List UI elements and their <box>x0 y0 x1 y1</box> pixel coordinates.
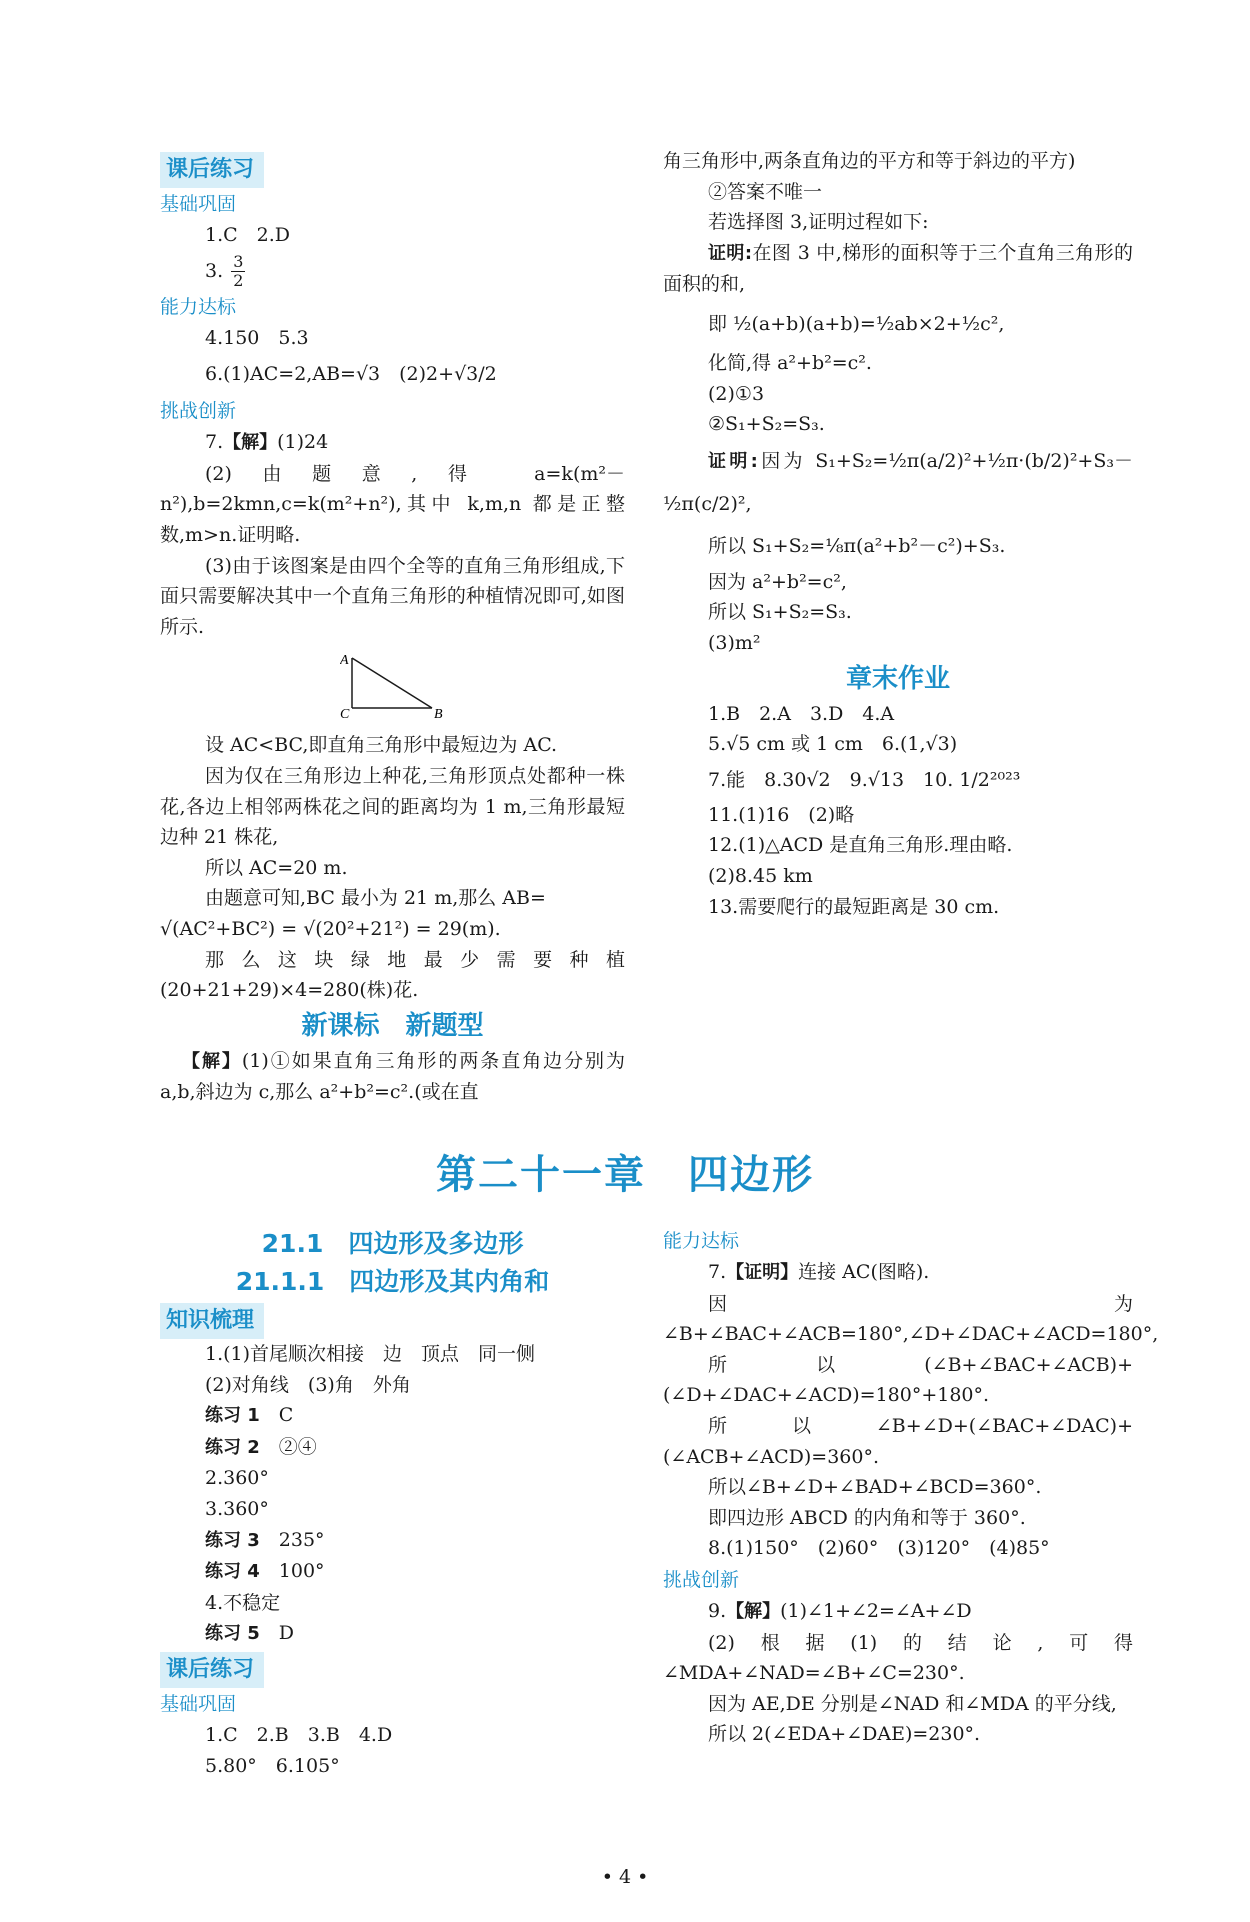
answer-line: 3.360° <box>205 1497 269 1520</box>
paragraph: 化简,得 a²+b²=c². <box>708 351 872 374</box>
subsection-heading: 21.1.1 四边形及其内角和 <box>235 1267 550 1296</box>
page-number: • 4 • <box>601 1866 649 1888</box>
practice-line <box>160 1556 625 1588</box>
vertex-label-c: C <box>340 707 350 721</box>
fraction-denominator: 2 <box>233 271 244 291</box>
subheading-challenge: 挑战创新 <box>663 1568 740 1591</box>
practice-label: 练习 1 <box>205 1405 260 1427</box>
subheading-challenge: 挑战创新 <box>160 400 237 423</box>
answer-line <box>160 427 625 459</box>
left-column-bottom <box>160 1225 625 1781</box>
practice-answer: 235° <box>259 1528 325 1551</box>
answer-line: 6.(1)AC=2,AB=√3 (2)2+√3/2 <box>205 363 497 386</box>
formula-line: 所以 S₁+S₂=⅛π(a²+b²－c²)+S₃. <box>708 534 1006 557</box>
paragraph <box>663 440 1133 525</box>
section-title-new-standard: 新课标 新题型 <box>301 1010 484 1041</box>
paragraph: ②答案不唯一 <box>708 180 823 203</box>
subheading-basic: 基础巩固 <box>160 193 237 215</box>
practice-label: 练习 3 <box>205 1529 260 1551</box>
solution-label: 【解】 <box>182 1050 242 1072</box>
answer-line: 4.不稳定 <box>205 1591 281 1614</box>
answer-line: 11.(1)16 (2)略 <box>708 803 855 826</box>
paragraph <box>663 238 1133 300</box>
answer-line-fraction <box>160 251 625 291</box>
subheading-ability: 能力达标 <box>160 295 237 318</box>
paragraph: 若选择图 3,证明过程如下: <box>708 211 929 234</box>
solution-label: 【解】 <box>223 432 278 454</box>
practice-answer: C <box>259 1404 294 1427</box>
paragraph: 即四边形 ABCD 的内角和等于 360°. <box>708 1506 1026 1529</box>
section-heading: 21.1 四边形及多边形 <box>261 1229 524 1258</box>
answer-line: 5.80° 6.105° <box>205 1754 340 1777</box>
paragraph: 设 AC<BC,即直角三角形中最短边为 AC. <box>205 734 558 757</box>
paragraph-text: 在图 3 中,梯形的面积等于三个直角三角形的面积的和, <box>663 241 1133 296</box>
answer-line <box>663 1596 1133 1628</box>
chapter-title: 第二十一章 四边形 <box>436 1152 814 1198</box>
fraction <box>231 253 245 290</box>
answer-line: 8.(1)150° (2)60° (3)120° (4)85° <box>708 1537 1050 1560</box>
right-column-bottom <box>663 1225 1159 1750</box>
paragraph: 因为∠B+∠BAC+∠ACB=180°,∠D+∠DAC+∠ACD=180°, <box>663 1292 1159 1346</box>
item-number: 7. <box>708 1261 727 1283</box>
practice-answer: 100° <box>259 1560 325 1583</box>
proof-label: 证明: <box>708 450 758 472</box>
right-column-top <box>663 146 1133 922</box>
fraction-numerator: 3 <box>233 252 244 272</box>
paragraph <box>160 1046 625 1108</box>
practice-answer: D <box>259 1622 295 1645</box>
answer-line: (2)8.45 km <box>708 864 813 887</box>
paragraph: 由题意可知,BC 最小为 21 m,那么 AB= <box>205 887 546 910</box>
subheading-ability: 能力达标 <box>663 1230 740 1252</box>
answer-number: 3. <box>205 259 224 282</box>
section-title-chapter-homework: 章末作业 <box>845 663 950 694</box>
paragraph: (2)①3 <box>708 382 765 405</box>
answer-line: (2)对角线 (3)角 外角 <box>205 1373 411 1396</box>
paragraph: 角三角形中,两条直角边的平方和等于斜边的平方) <box>663 150 1076 172</box>
subheading-basic: 基础巩固 <box>160 1692 237 1715</box>
paragraph: (2)由题意,得 a=k(m²－n²),b=2kmn,c=k(m²+n²),其中 k,m,n 都是正整数,m>n.证明略. <box>160 462 625 546</box>
answer-line: 1.C 2.D <box>205 224 291 246</box>
item-number: 9. <box>708 1599 727 1622</box>
paragraph: 因为 AE,DE 分别是∠NAD 和∠MDA 的平分线, <box>708 1692 1117 1715</box>
paragraph: 所以∠B+∠D+∠BAD+∠BCD=360°. <box>708 1476 1042 1499</box>
proof-label: 【证明】 <box>726 1262 799 1283</box>
paragraph: (3)m² <box>708 631 761 654</box>
practice-line <box>160 1400 625 1432</box>
answer-text: (1)∠1+∠2=∠A+∠D <box>780 1599 972 1622</box>
solution-label: 【解】 <box>726 1600 781 1622</box>
answer-line: 13.需要爬行的最短距离是 30 cm. <box>708 895 1000 918</box>
paragraph: 所以 AC=20 m. <box>205 856 348 879</box>
vertex-label-a: A <box>340 653 349 669</box>
practice-line <box>160 1432 625 1464</box>
answer-line <box>663 1257 1133 1289</box>
formula-line: 即 ½(a+b)(a+b)=½ab×2+½c², <box>708 312 1005 335</box>
formula-line: √(AC²+BC²) = √(20²+21²) = 29(m). <box>160 917 501 940</box>
section-title-knowledge: 知识梳理 <box>160 1303 264 1339</box>
section-title-after-class: 课后练习 <box>160 1652 264 1688</box>
paragraph: 所以 2(∠EDA+∠DAE)=230°. <box>708 1723 981 1746</box>
answer-line: 1.B 2.A 3.D 4.A <box>708 702 895 725</box>
paragraph: (2)根据(1)的结论,可得∠MDA+∠NAD=∠B+∠C=230°. <box>663 1631 1133 1685</box>
paragraph-text: 因为 S₁+S₂=½π(a/2)²+½π·(b/2)²+S₃－½π(c/2)², <box>663 449 1133 515</box>
item-number: 7. <box>205 431 224 454</box>
paragraph: ②S₁+S₂=S₃. <box>708 413 825 436</box>
answer-line: 7.能 8.30√2 9.√13 10. 1/2²⁰²³ <box>708 768 1021 791</box>
vertex-label-b: B <box>434 707 443 721</box>
triangle-side-ab <box>352 658 432 708</box>
practice-label: 练习 2 <box>205 1436 260 1458</box>
answer-line: 1.C 2.B 3.B 4.D <box>205 1723 393 1746</box>
paragraph: 那么这块绿地最少需要种植(20+21+29)×4=280(株)花. <box>160 948 625 1002</box>
paragraph: (3)由于该图案是由四个全等的直角三角形组成,下面只需要解决其中一个直角三角形的种植情况即可,如图所示. <box>160 554 625 638</box>
answer-line: 12.(1)△ACD 是直角三角形.理由略. <box>708 834 1013 857</box>
answer-text: 连接 AC(图略). <box>798 1261 930 1283</box>
proof-label: 证明: <box>708 242 753 264</box>
answer-line: 4.150 5.3 <box>205 326 309 349</box>
answer-line: 5.√5 cm 或 1 cm 6.(1,√3) <box>708 733 958 756</box>
practice-label: 练习 5 <box>205 1623 260 1645</box>
practice-answer: ②④ <box>259 1435 317 1458</box>
section-title-after-class: 课后练习 <box>160 152 264 188</box>
paragraph: 所以 S₁+S₂=S₃. <box>708 601 852 624</box>
answer-line: 1.(1)首尾顺次相接 边 顶点 同一侧 <box>205 1343 536 1365</box>
paragraph: 所以∠B+∠D+(∠BAC+∠DAC)+(∠ACB+∠ACD)=360°. <box>663 1414 1133 1468</box>
paragraph: 因为 a²+b²=c², <box>708 570 847 593</box>
answer-text: (1)24 <box>277 431 329 454</box>
practice-line <box>160 1525 625 1557</box>
right-triangle-diagram <box>340 650 450 720</box>
practice-line <box>160 1618 625 1650</box>
paragraph: 因为仅在三角形边上种花,三角形顶点处都种一株花,各边上相邻两株花之间的距离均为 1 m,三角形最短边种 21 株花, <box>160 764 625 849</box>
answer-line: 2.360° <box>205 1467 269 1490</box>
paragraph-text: (1)①如果直角三角形的两条直角边分别为 a,b,斜边为 c,那么 a²+b²=c².(或在直 <box>160 1049 626 1104</box>
left-column-top <box>160 150 625 1108</box>
practice-label: 练习 4 <box>205 1561 260 1583</box>
paragraph: 所以(∠B+∠BAC+∠ACB)+(∠D+∠DAC+∠ACD)=180°+180°. <box>663 1353 1133 1407</box>
